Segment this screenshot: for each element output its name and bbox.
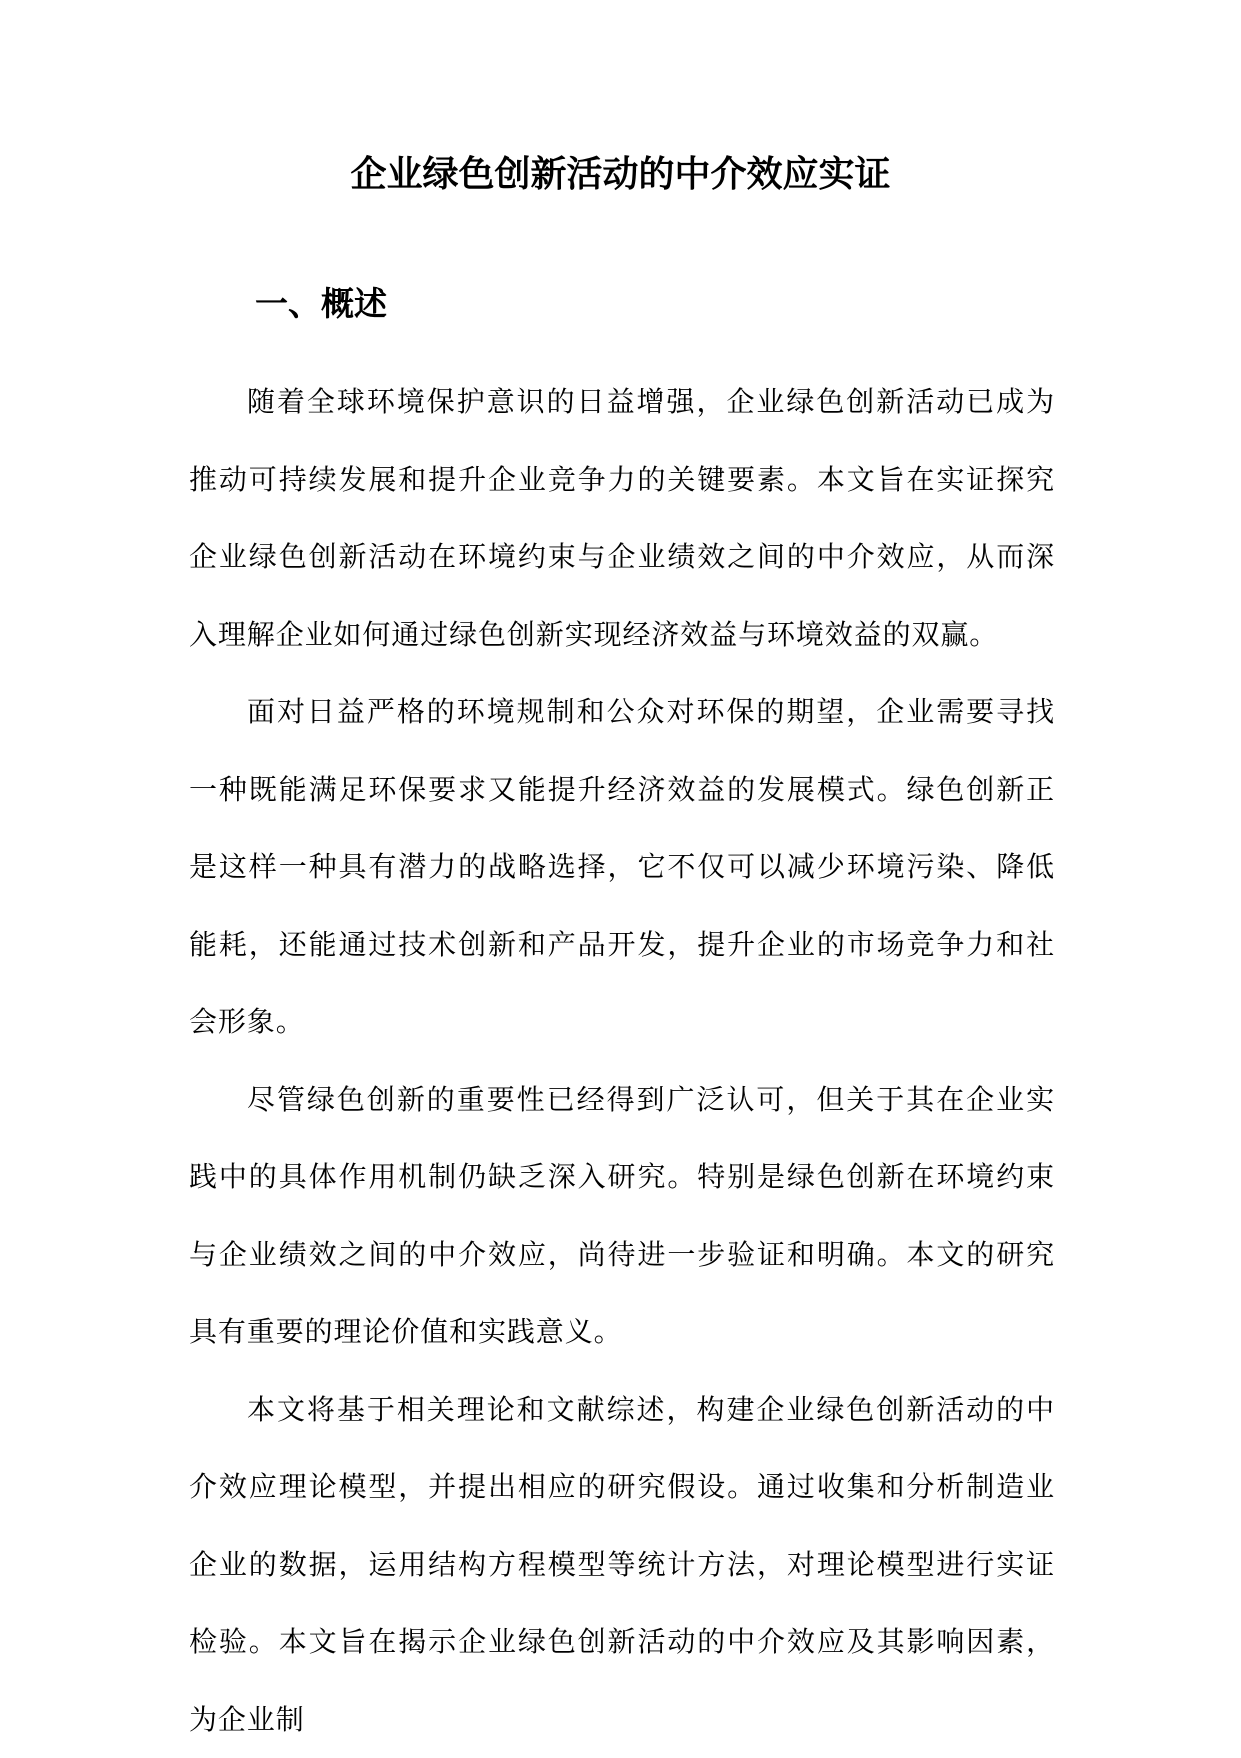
paragraph-4: 本文将基于相关理论和文献综述，构建企业绿色创新活动的中介效应理论模型，并提出相应的研究假设。通过收集和分析制造业企业的数据，运用结构方程模型等统计方法，对理论模型进行实证检验。本文旨在揭示企业绿色创新活动的中介效应及其影响因素，为企业制 xyxy=(189,1371,1055,1758)
paragraph-2: 面对日益严格的环境规制和公众对环保的期望，企业需要寻找一种既能满足环保要求又能提升经济效益的发展模式。绿色创新正是这样一种具有潜力的战略选择，它不仅可以减少环境污染、降低能耗，还能通过技术创新和产品开发，提升企业的市场竞争力和社会形象。 xyxy=(189,673,1055,1061)
paragraph-1: 随着全球环境保护意识的日益增强，企业绿色创新活动已成为推动可持续发展和提升企业竞争力的关键要素。本文旨在实证探究企业绿色创新活动在环境约束与企业绩效之间的中介效应，从而深入理解企业如何通过绿色创新实现经济效益与环境效益的双赢。 xyxy=(189,363,1055,673)
body-text xyxy=(189,363,1055,1758)
paragraph-3: 尽管绿色创新的重要性已经得到广泛认可，但关于其在企业实践中的具体作用机制仍缺乏深入研究。特别是绿色创新在环境约束与企业绩效之间的中介效应，尚待进一步验证和明确。本文的研究具有重要的理论价值和实践意义。 xyxy=(189,1061,1055,1371)
section-heading: 一、概述 xyxy=(255,280,387,328)
page-title: 企业绿色创新活动的中介效应实证 xyxy=(0,148,1241,200)
